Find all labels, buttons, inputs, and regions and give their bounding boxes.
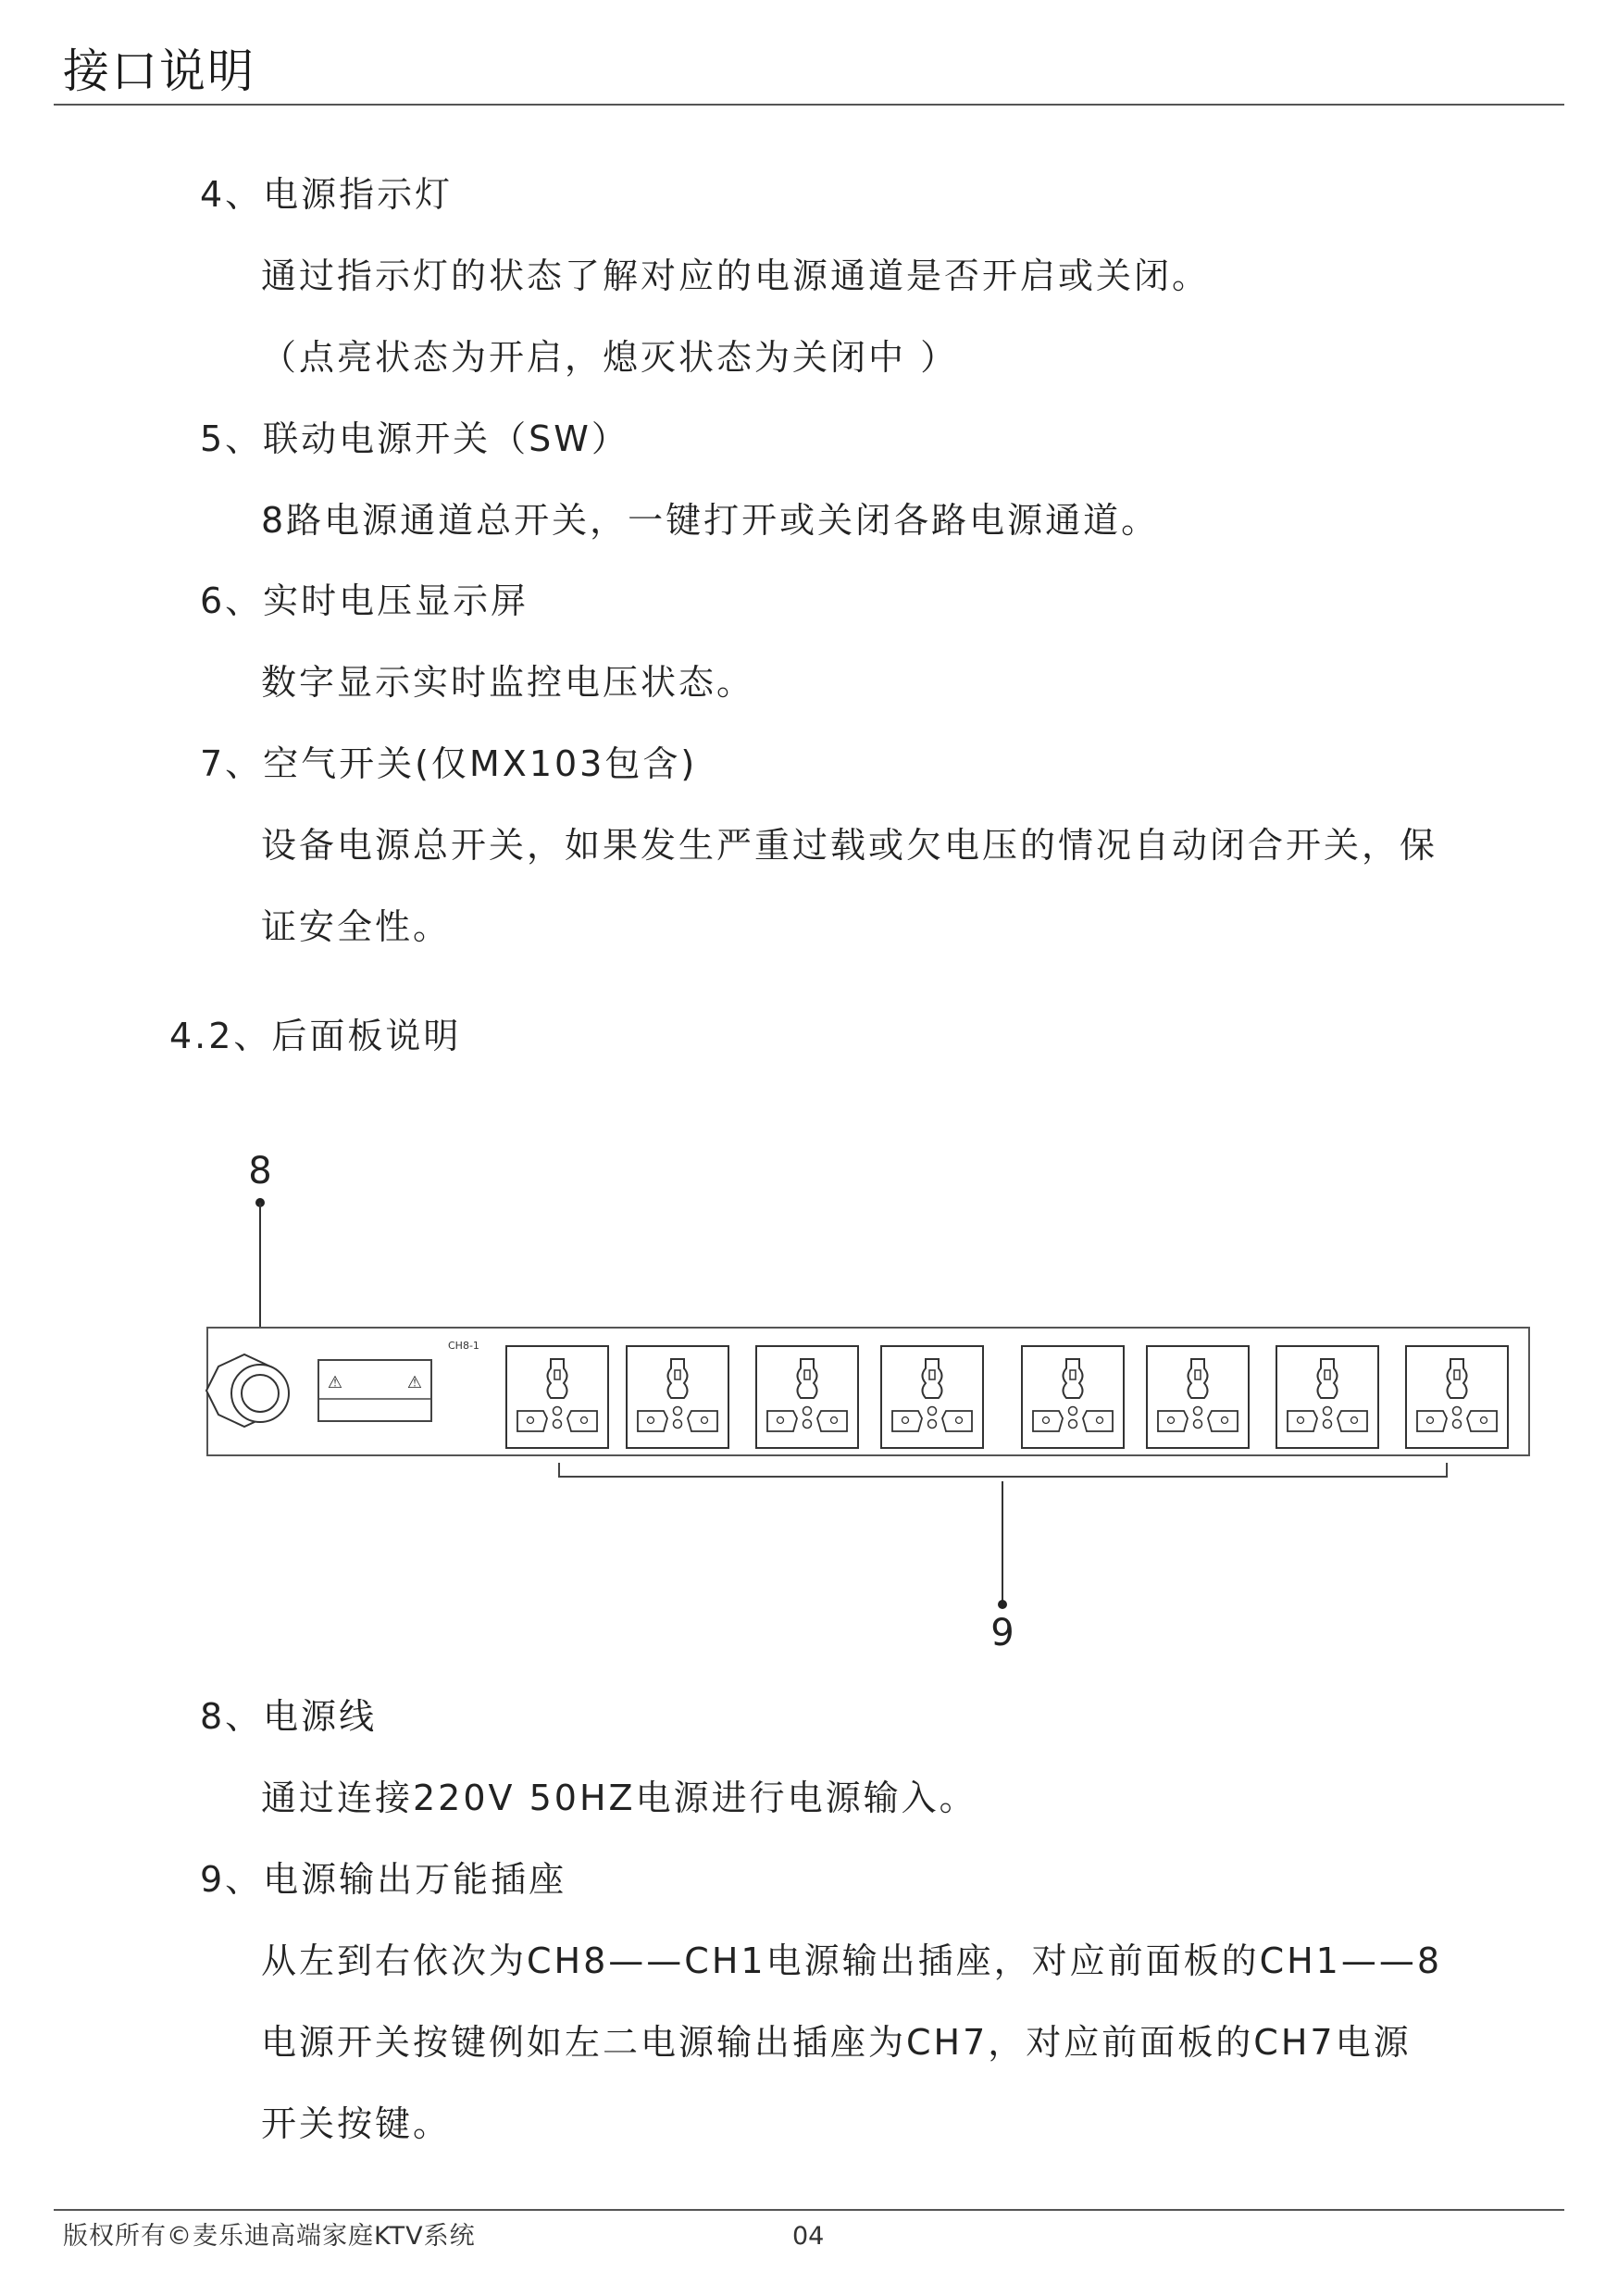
item-text: 开关按键。 [261,2103,452,2144]
item-text: 设备电源总开关，如果发生严重过载或欠电压的情况自动闭合开关，保 [261,825,1438,866]
item-text: （点亮状态为开启，熄灭状态为关闭中 ） [261,337,959,378]
item-text: 证安全性。 [261,906,452,947]
socket-outlet [506,1346,608,1448]
footer-divider [54,2209,1564,2211]
section-title-rear-panel: 4.2、后面板说明 [169,1016,462,1056]
item-heading-linked-switch: 5、联动电源开关（SW） [200,418,629,459]
panel-label: CH8-1 [448,1340,479,1352]
item-text: 从左到右依次为CH8——CH1电源输出插座，对应前面板的CH1——8 [261,1940,1443,1981]
warning-icon: ⚠ [406,1373,423,1392]
socket-outlet [756,1346,858,1448]
page-title: 接口说明 [63,44,255,98]
item-text: 8路电源通道总开关，一键打开或关闭各路电源通道。 [261,500,1160,541]
warning-icon: ⚠ [327,1373,343,1392]
item-heading-power-indicator: 4、电源指示灯 [200,174,454,215]
item-text: 通过指示灯的状态了解对应的电源通道是否开启或关闭。 [261,256,1211,296]
socket-outlet [1147,1346,1249,1448]
socket-bracket [559,1463,1447,1477]
page-number: 04 [792,2222,825,2251]
socket-outlet [1406,1346,1508,1448]
item-text: 通过连接220V 50HZ电源进行电源输入。 [261,1778,977,1818]
footer-copyright: 版权所有©麦乐迪高端家庭KTV系统 [63,2222,476,2251]
callout-9-dot [998,1600,1007,1609]
item-text: 电源开关按键例如左二电源输出插座为CH7，对应前面板的CH7电源 [261,2022,1412,2063]
callout-8-label: 8 [248,1150,272,1192]
socket-outlet [881,1346,983,1448]
socket-outlet [627,1346,728,1448]
socket-outlet [1276,1346,1378,1448]
item-heading-air-switch: 7、空气开关(仅MX103包含) [200,743,698,784]
item-heading-universal-sockets: 9、电源输出万能插座 [200,1859,567,1900]
item-heading-power-cord: 8、电源线 [200,1696,378,1737]
callout-9-label: 9 [990,1612,1014,1654]
warning-label [318,1360,431,1421]
socket-outlet [1022,1346,1124,1448]
item-text: 数字显示实时监控电压状态。 [261,662,755,703]
item-heading-voltage-display: 6、实时电压显示屏 [200,580,529,621]
